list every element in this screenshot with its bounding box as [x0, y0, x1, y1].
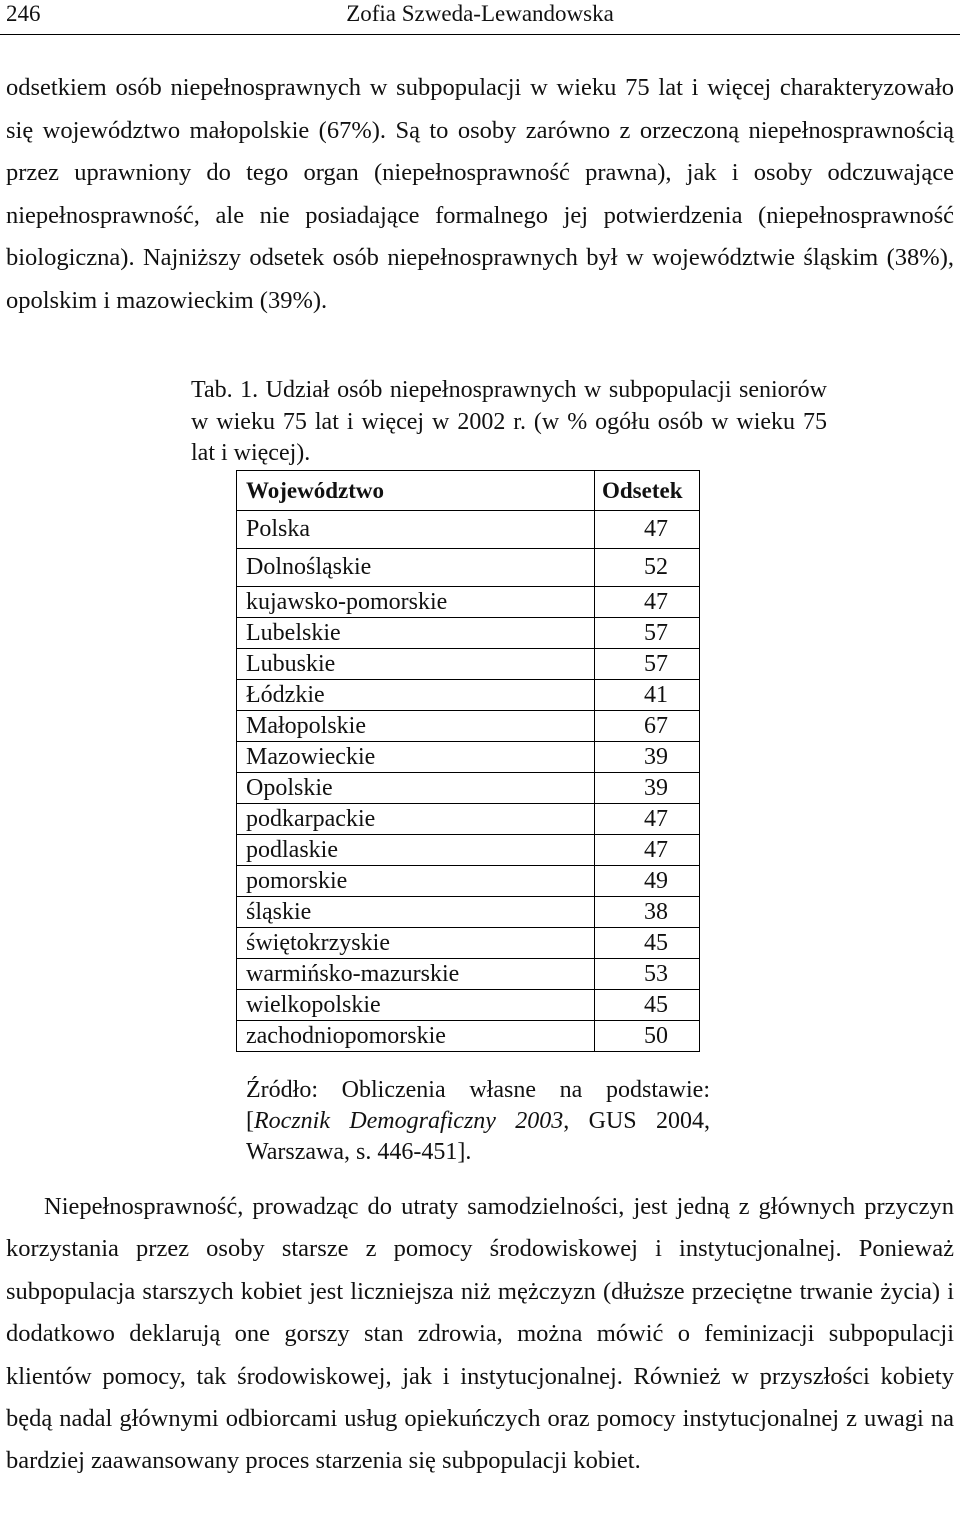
region-name: Polska: [237, 511, 595, 549]
table-row: [237, 990, 700, 1021]
table-row: [237, 773, 700, 804]
share-value: 47: [595, 804, 700, 835]
region-name: kujawsko-pomorskie: [237, 587, 595, 618]
table-row: [237, 711, 700, 742]
share-value: 50: [595, 1021, 700, 1052]
region-name: Lubelskie: [237, 618, 595, 649]
share-value: 57: [595, 649, 700, 680]
table-row: [237, 866, 700, 897]
region-name: świętokrzyskie: [237, 928, 595, 959]
region-name: podlaskie: [237, 835, 595, 866]
table-source-note: [246, 1075, 710, 1168]
share-value: 47: [595, 835, 700, 866]
table-row: [237, 835, 700, 866]
region-name: śląskie: [237, 897, 595, 928]
page-number: 246: [6, 1, 41, 26]
source-title: Rocznik Demograficzny 2003: [254, 1108, 564, 1134]
share-value: 67: [595, 711, 700, 742]
table-row: [237, 804, 700, 835]
region-name: Opolskie: [237, 773, 595, 804]
region-name: zachodniopomorskie: [237, 1021, 595, 1052]
share-value: 39: [595, 742, 700, 773]
table-row: [237, 587, 700, 618]
body-paragraph: odsetkiem osób niepełnosprawnych w subpopulacji w wieku 75 lat i więcej charakteryzowało się województwo małopolskie (67%). Są to osoby zarówno z orzeczoną niepełnosprawnością przez uprawniony do tego organ (niepełnosprawność prawna), jak i osoby odczuwające niepełnosprawność, ale nie posiadające formalnego jej potwierdzenia (niepełnosprawność biologiczna). Najniższy odsetek osób niepełnosprawnych był w województwie śląskim (38%), opolskim i mazowieckim (39%).: [6, 74, 954, 314]
table-row: [237, 618, 700, 649]
share-value: 38: [595, 897, 700, 928]
share-value: 53: [595, 959, 700, 990]
share-value: 45: [595, 928, 700, 959]
share-value: 47: [595, 587, 700, 618]
share-value: 45: [595, 990, 700, 1021]
share-value: 41: [595, 680, 700, 711]
table-row-total: [237, 511, 700, 549]
region-name: Mazowieckie: [237, 742, 595, 773]
region-name: wielkopolskie: [237, 990, 595, 1021]
region-name: Dolnośląskie: [237, 549, 595, 587]
region-name: Małopolskie: [237, 711, 595, 742]
region-name: Łódzkie: [237, 680, 595, 711]
region-name: Lubuskie: [237, 649, 595, 680]
table-row: [237, 742, 700, 773]
column-header-share: Odsetek: [595, 471, 700, 511]
disability-share-table: [236, 470, 700, 1052]
share-value: 47: [595, 511, 700, 549]
region-name: pomorskie: [237, 866, 595, 897]
share-value: 49: [595, 866, 700, 897]
table-row: [237, 649, 700, 680]
running-header-author: Zofia Szweda-Lewandowska: [346, 1, 614, 26]
table-caption: Tab. 1. Udział osób niepełnosprawnych w subpopulacji seniorów w wieku 75 lat i więcej w 2002 r. (w % ogółu osób w wieku 75 lat i więcej).: [191, 377, 827, 466]
region-name: warmińsko-mazurskie: [237, 959, 595, 990]
share-value: 52: [595, 549, 700, 587]
table-row: [237, 680, 700, 711]
table-row: [237, 549, 700, 587]
table-row: [237, 1021, 700, 1052]
source-suffix: , GUS 2004, Warszawa, s. 446-451].: [246, 1108, 710, 1165]
table-row: [237, 928, 700, 959]
body-paragraph: Niepełnosprawność, prowadząc do utraty samodzielności, jest jedną z głównych przyczyn korzystania przez osoby starsze z pomocy środowiskowej i instytucjonalnej. Ponieważ subpopulacja starszych kobiet jest liczniejsza niż mężczyzn (dłuższe przeciętne trwanie życia) i dodatkowo deklarują one gorszy stan zdrowia, można mówić o feminizacji subpopulacji klientów pomocy, tak środowiskowej, jak i instytucjonalnej. Również w przyszłości kobiety będą nadal głównymi odbiorcami usług opiekuńczych oraz pomocy instytucjonalnej z uwagi na bardziej zaawansowany proces starzenia się subpopulacji kobiet.: [6, 1193, 954, 1475]
share-value: 39: [595, 773, 700, 804]
region-name: podkarpackie: [237, 804, 595, 835]
table-row: [237, 959, 700, 990]
source-prefix: Źródło: Obliczenia własne na podstawie: [: [246, 1077, 710, 1134]
table-header-row: [237, 471, 700, 511]
share-value: 57: [595, 618, 700, 649]
running-header: [0, 0, 960, 35]
column-header-region: Województwo: [237, 471, 595, 511]
table-row: [237, 897, 700, 928]
